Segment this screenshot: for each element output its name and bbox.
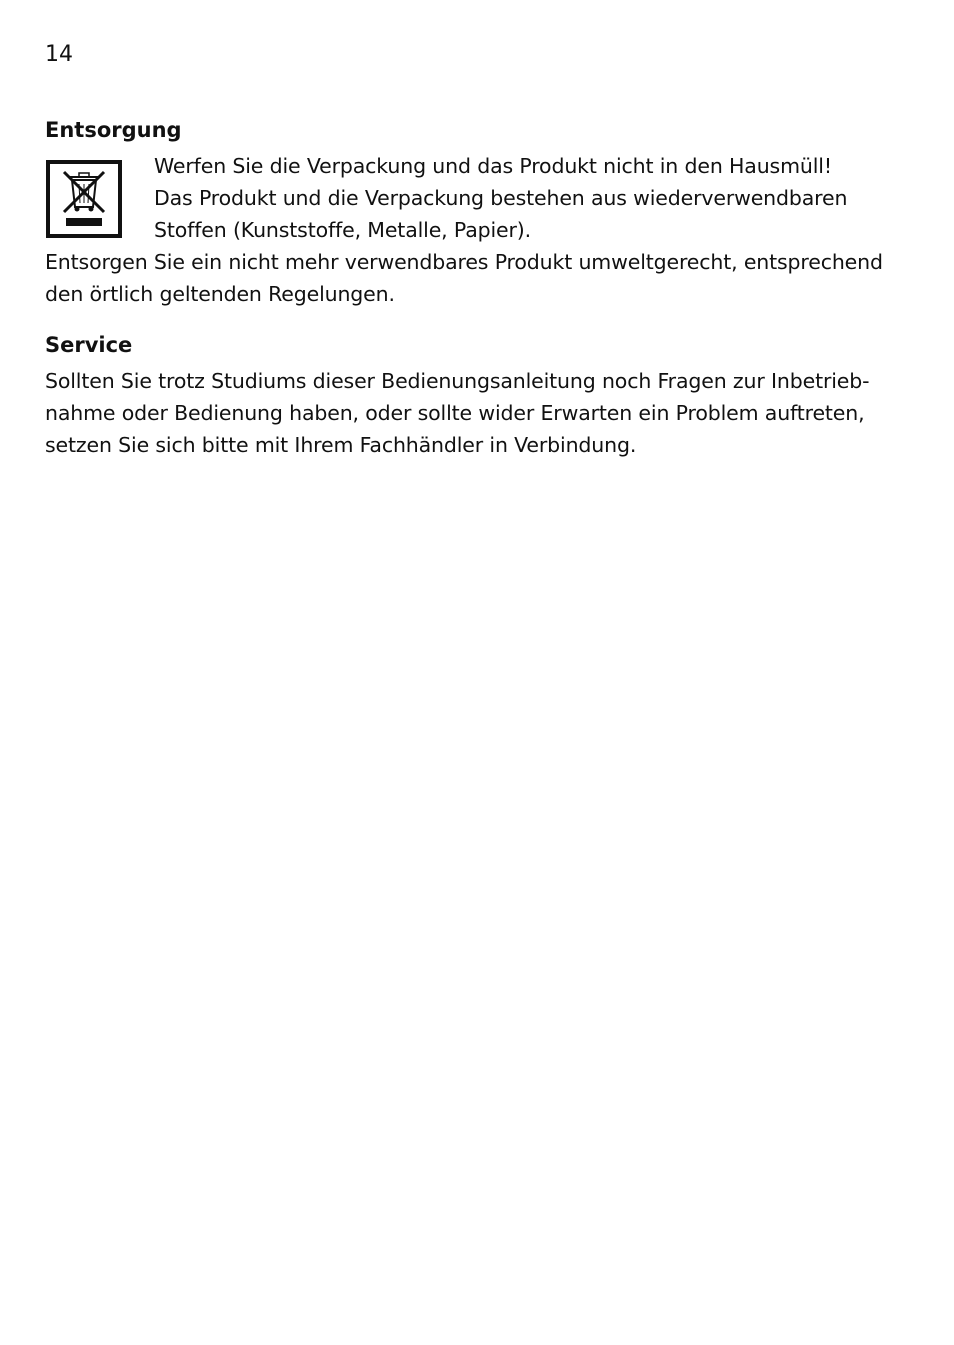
- disposal-text-line: Stoffen (Kunststoffe, Metalle, Papier).: [154, 218, 531, 242]
- disposal-text-line: Das Produkt und die Verpackung bestehen aus wiederverwendbaren: [154, 186, 848, 210]
- service-text-line: Sollten Sie trotz Studiums dieser Bedienungsanleitung noch Fragen zur Inbetrieb-: [45, 369, 870, 393]
- service-text-line: nahme oder Bedienung haben, oder sollte wider Erwarten ein Problem auftreten,: [45, 401, 865, 425]
- disposal-text-line: Werfen Sie die Verpackung und das Produkt nicht in den Hausmüll!: [154, 154, 832, 178]
- disposal-text-line: Entsorgen Sie ein nicht mehr verwendbares Produkt umweltgerecht, entsprechend: [45, 250, 883, 274]
- disposal-text-line: den örtlich geltenden Regelungen.: [45, 282, 395, 306]
- page-number: 14: [45, 42, 73, 67]
- service-text-line: setzen Sie sich bitte mit Ihrem Fachhändler in Verbindung.: [45, 433, 637, 457]
- disposal-heading: Entsorgung: [45, 118, 182, 142]
- service-heading: Service: [45, 333, 133, 357]
- crossed-out-wheelie-bin-icon: [46, 160, 122, 238]
